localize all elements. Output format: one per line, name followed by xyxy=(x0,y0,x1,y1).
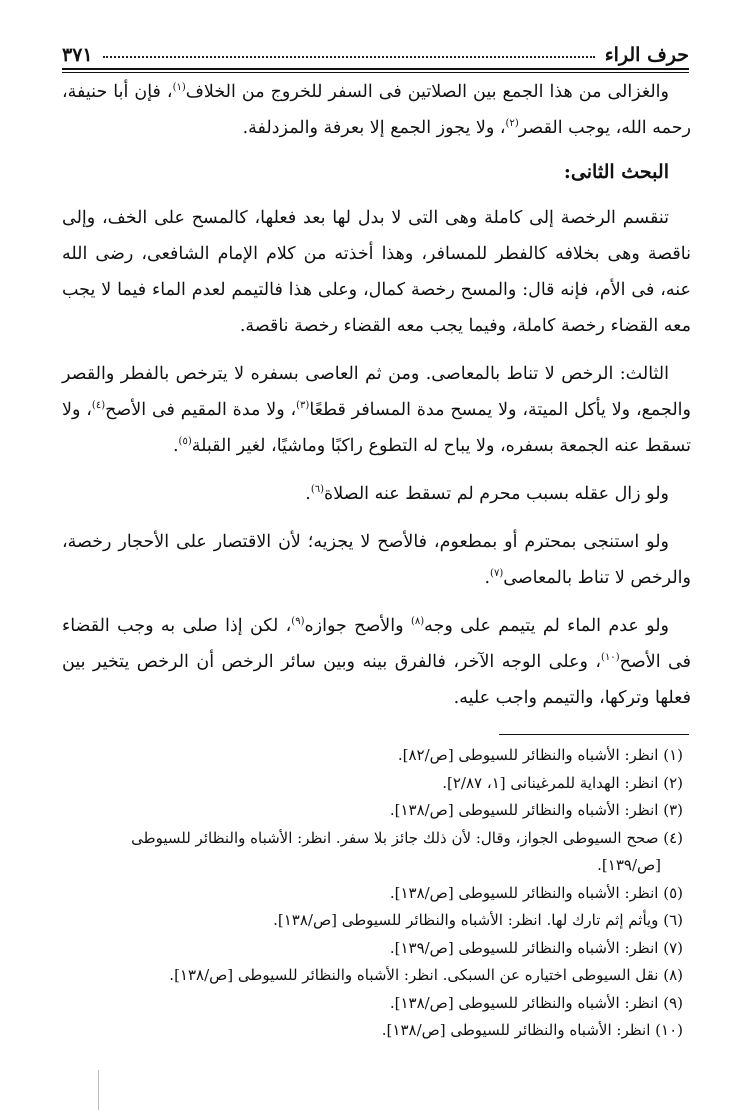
header-rule-thick xyxy=(62,68,689,70)
paragraph-1 xyxy=(62,74,691,146)
footnote-ref-1[interactable]: (١) xyxy=(172,82,186,94)
footnote-9 xyxy=(62,990,689,1018)
footnote-5 xyxy=(62,880,689,908)
footnote-ref-10[interactable]: (١٠) xyxy=(601,652,620,664)
paragraph-4 xyxy=(62,476,691,512)
footnote-ref-7[interactable]: (٧) xyxy=(490,568,504,580)
footnote-4 xyxy=(62,825,689,880)
footnote-number: (٩) xyxy=(663,993,683,1012)
footnote-text: انظر: الأشباه والنظائر للسيوطى [ص/١٣٨]. xyxy=(389,993,659,1012)
paragraph-4-text-b: . xyxy=(305,484,311,504)
footnote-ref-4[interactable]: (٤) xyxy=(91,400,106,412)
paragraph-1-text-b: ، فإن أبا حنيفة، رحمه الله، يوجب القصر xyxy=(62,82,691,138)
page-number: ٣٧١ xyxy=(62,44,93,66)
section-heading: البحث الثانى: xyxy=(563,161,669,183)
paragraph-1-text: والغزالى من هذا الجمع بين الصلاتين فى السفر للخروج من الخلاف xyxy=(185,82,669,102)
paragraph-3 xyxy=(62,356,691,464)
footnote-text: انظر: الأشباه والنظائر للسيوطى [ص/١٣٨]. xyxy=(389,801,659,819)
footnote-2 xyxy=(62,770,689,798)
footnote-text: انظر: الأشباه والنظائر للسيوطى [ص/١٣٨]. xyxy=(381,1021,651,1039)
scan-margin-mark xyxy=(98,1070,99,1110)
footnote-ref-6[interactable]: (٦) xyxy=(310,484,325,496)
paragraph-6-text-b: والأصح جوازه xyxy=(304,616,411,636)
footnote-text: انظر: الأشباه والنظائر للسيوطى [ص/١٣٩]. xyxy=(389,938,659,957)
footnote-text: انظر: الأشباه والنظائر للسيوطى [ص/١٣٨]. xyxy=(389,883,659,902)
main-text xyxy=(62,74,691,728)
paragraph-3-text-a: الثالث: الرخص لا تناط بالمعاصى. ومن ثم العاصى بسفره لا يترخص بالفطر والقصر والجمع، ولا يأكل الميتة، ولا يمسح مدة المسافر قطعًا xyxy=(62,364,691,420)
footnote-ref-9[interactable]: (٩) xyxy=(291,616,305,628)
footnote-number: (٨) xyxy=(663,966,683,984)
paragraph-5-text-b: . xyxy=(484,568,491,588)
header-title: حرف الراء xyxy=(604,44,689,66)
paragraph-3-text-d: . xyxy=(172,436,179,456)
running-header xyxy=(62,30,689,66)
footnote-text: ويأثم إثم تارك لها. انظر: الأشباه والنظائر للسيوطى [ص/١٣٨]. xyxy=(273,911,659,929)
footnote-8 xyxy=(62,962,689,990)
footnote-number: (٤) xyxy=(663,828,683,847)
footnote-number: (٣) xyxy=(663,801,683,819)
paragraph-3-text-c: ، ولا تسقط عنه الجمعة بسفره، ولا يباح له التطوع راكبًا وماشيًا، لغير القبلة xyxy=(62,400,691,456)
header-rule-thin xyxy=(62,72,689,73)
paragraph-6-text-c: ، لكن إذا صلى به وجب القضاء فى الأصح xyxy=(62,616,692,672)
footnote-text-continued: [ص/١٣٩]. xyxy=(597,856,661,874)
footnote-text: صحح السيوطى الجواز، وقال: لأن ذلك جائز بلا سفر. انظر: الأشباه والنظائر للسيوطى xyxy=(131,828,659,847)
footnote-number: (٧) xyxy=(663,938,683,957)
paragraph-6 xyxy=(62,608,691,716)
paragraph-5 xyxy=(62,524,691,596)
footnote-separator xyxy=(499,734,689,735)
footnotes xyxy=(62,742,689,1045)
header-leader-dots xyxy=(103,56,595,58)
paragraph-6-text-a: ولو عدم الماء لم يتيمم على وجه xyxy=(424,616,670,636)
paragraph-3-text-b: ، ولا مدة المقيم فى الأصح xyxy=(105,400,297,420)
footnote-ref-8[interactable]: (٨) xyxy=(410,616,425,628)
footnote-ref-5[interactable]: (٥) xyxy=(178,436,192,448)
footnote-6 xyxy=(62,907,689,935)
paragraph-6-text-d: ، وعلى الوجه الآخر، فالفرق بينه وبين سائر الرخص أن الرخص يتخير بين فعلها وتركها، والتيمم واجب عليه. xyxy=(62,652,691,708)
paragraph-4-text-a: ولو زال عقله بسبب محرم لم تسقط عنه الصلاة xyxy=(324,484,669,504)
paragraph-1-text-c: ، ولا يجوز الجمع إلا بعرفة والمزدلفة. xyxy=(242,118,506,138)
footnote-text: نقل السيوطى اختياره عن السبكى. انظر: الأشباه والنظائر للسيوطى [ص/١٣٨]. xyxy=(169,966,659,984)
footnote-number: (٦) xyxy=(663,911,683,929)
footnote-3 xyxy=(62,797,689,825)
footnote-text: انظر: الأشباه والنظائر للسيوطى [ص/٨٢]. xyxy=(397,746,659,764)
footnote-7 xyxy=(62,935,689,963)
footnote-number: (١) xyxy=(663,746,683,764)
footnote-10 xyxy=(62,1017,689,1045)
footnote-1 xyxy=(62,742,689,770)
footnote-ref-3[interactable]: (٣) xyxy=(296,400,310,412)
paragraph-2: تنقسم الرخصة إلى كاملة وهى التى لا بدل لها بعد فعلها، كالمسح على الخف، وإلى ناقصة وهى بخلافه كالفطر للمسافر، وهذا أخذته من كلام الإمام الشافعى، رضى الله عنه، فى الأم، فإنه قال: والمسح رخصة كمال، وعلى هذا فالتيمم لعدم الماء فيما لا يجب معه القضاء رخصة كاملة، وفيما يجب معه القضاء رخصة ناقصة. xyxy=(62,208,691,336)
footnote-ref-2[interactable]: (٢) xyxy=(505,118,519,130)
footnote-text: انظر: الهداية للمرغينانى [١، ٢/٨٧]. xyxy=(442,773,659,792)
paragraph-5-text-a: ولو استنجى بمحترم أو بمطعوم، فالأصح لا يجزيه؛ لأن الاقتصار على الأحجار رخصة، والرخص لا تناط بالمعاصى xyxy=(62,532,691,588)
footnote-number: (٢) xyxy=(663,773,683,792)
footnote-number: (٥) xyxy=(663,883,683,902)
footnote-number: (١٠) xyxy=(655,1021,683,1039)
